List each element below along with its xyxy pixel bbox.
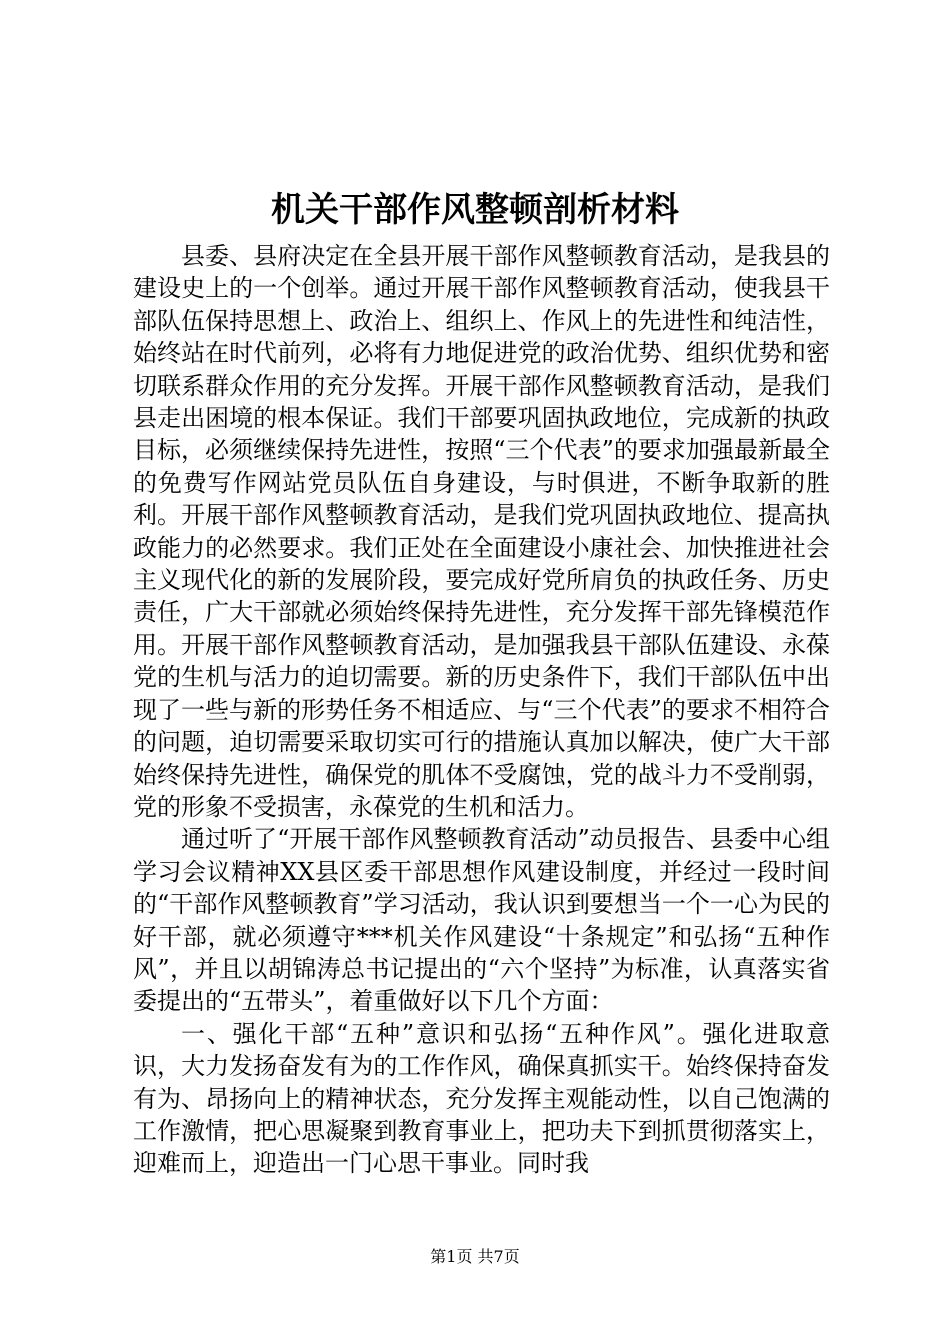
paragraph-2: 通过听了“开展干部作风整顿教育活动”动员报告、县委中心组学习会议精神XX县区委干部思想作风建设制度，并经过一段时间的“干部作风整顿教育”学习活动，我认识到要想当一个一心为民的好干部，就必须遵守***机关作风建设“十条规定”和弘扬“五种作风”，并且以胡锦涛总书记提出的“六个坚持”为标准，认真落实省委提出的“五带头”，着重做好以下几个方面： xyxy=(133,825,830,1016)
document-title: 机关干部作风整顿剖析材料 xyxy=(271,190,679,230)
paragraph-3: 一、强化干部“五种”意识和弘扬“五种作风”。强化进取意识，大力发扬奋发有为的工作作风，确保真抓实干。始终保持奋发有为、昂扬向上的精神状态，充分发挥主观能动性，以自己饱满的工作激情，把心思凝聚到教育事业上，把功夫下到抓贯彻落实上，迎难而上，迎造出一门心思干事业。同时我 xyxy=(133,1019,830,1178)
page-number-footer: 第1页 共7页 xyxy=(430,1247,520,1266)
document-body xyxy=(133,240,830,1180)
paragraph-1: 县委、县府决定在全县开展干部作风整顿教育活动，是我县的建设史上的一个创举。通过开展干部作风整顿教育活动，使我县干部队伍保持思想上、政治上、组织上、作风上的先进性和纯洁性，始终站在时代前列，必将有力地促进党的政治优势、组织优势和密切联系群众作用的充分发挥。开展干部作风整顿教育活动，是我们县走出困境的根本保证。我们干部要巩固执政地位，完成新的执政目标，必须继续保持先进性，按照“三个代表”的要求加强最新最全的免费写作网站党员队伍自身建设，与时俱进，不断争取新的胜利。开展干部作风整顿教育活动，是我们党巩固执政地位、提高执政能力的必然要求。我们正处在全面建设小康社会、加快推进社会主义现代化的新的发展阶段，要完成好党所肩负的执政任务、历史责任，广大干部就必须始终保持先进性，充分发挥干部先锋模范作用。开展干部作风整顿教育活动，是加强我县干部队伍建设、永葆党的生机与活力的迫切需要。新的历史条件下，我们干部队伍中出现了一些与新的形势任务不相适应、与“三个代表”的要求不相符合的问题，迫切需要采取切实可行的措施认真加以解决，使广大干部始终保持先进性，确保党的肌体不受腐蚀，党的战斗力不受削弱，党的形象不受损害，永葆党的生机和活力。 xyxy=(133,242,830,821)
